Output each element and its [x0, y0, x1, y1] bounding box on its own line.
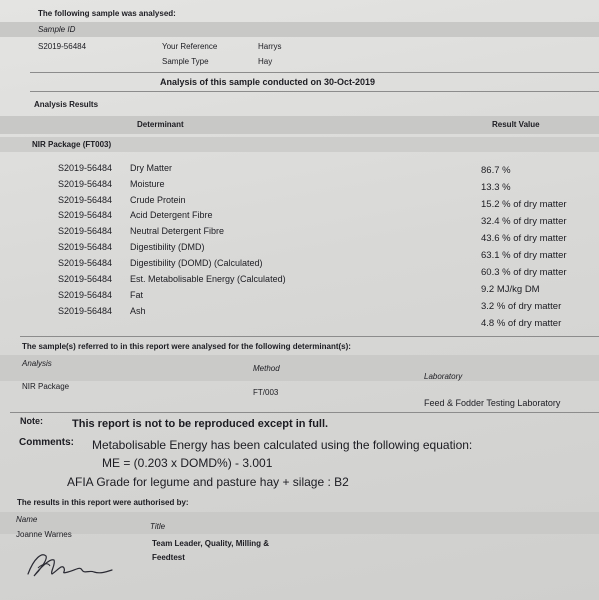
- row-result: 43.6 % of dry matter: [481, 233, 567, 244]
- authoriser-role-line-2: Feedtest: [152, 553, 185, 562]
- note-text: This report is not to be reproduced except in full.: [72, 418, 329, 430]
- row-sample-id: S2019-56484: [58, 242, 113, 252]
- row-sample-id: S2019-56484: [58, 274, 113, 284]
- title-column-header: Title: [150, 522, 166, 531]
- your-reference-label: Your Reference: [162, 42, 218, 51]
- row-result: 15.2 % of dry matter: [481, 199, 567, 210]
- divider: [20, 336, 599, 337]
- laboratory-value: Feed & Fodder Testing Laboratory: [424, 398, 561, 408]
- analysis-date-banner: Analysis of this sample conducted on 30-Oct-2019: [160, 77, 376, 87]
- name-column-header: Name: [16, 515, 38, 524]
- sample-analysed-heading: The following sample was analysed:: [38, 9, 176, 18]
- comments-label: Comments:: [19, 437, 75, 448]
- row-sample-id: S2019-56484: [58, 258, 113, 268]
- result-value-column-header: Result Value: [492, 120, 540, 129]
- row-result: 32.4 % of dry matter: [481, 216, 567, 227]
- laboratory-column-header: Laboratory: [424, 372, 463, 381]
- note-label: Note:: [20, 416, 43, 426]
- your-reference-value: Harrys: [258, 42, 282, 51]
- sample-id-value: S2019-56484: [38, 42, 87, 51]
- row-determinant: Ash: [130, 306, 146, 316]
- row-sample-id: S2019-56484: [58, 306, 113, 316]
- sample-type-value: Hay: [258, 57, 273, 66]
- sample-type-label: Sample Type: [162, 57, 209, 66]
- row-result: 9.2 MJ/kg DM: [481, 284, 540, 295]
- signature-image: [20, 548, 120, 584]
- comments-equation: ME = (0.203 x DOMD%) - 3.001: [102, 456, 273, 470]
- analysis-column-header: Analysis: [22, 359, 52, 368]
- row-sample-id: S2019-56484: [58, 179, 113, 189]
- row-determinant: Fat: [130, 290, 144, 300]
- row-determinant: Est. Metabolisable Energy (Calculated): [130, 274, 286, 284]
- sample-id-header-bar: [0, 22, 599, 37]
- analysis-value: NIR Package: [22, 382, 70, 391]
- divider: [10, 412, 599, 413]
- row-result: 13.3 %: [481, 182, 511, 193]
- method-column-header: Method: [253, 364, 280, 373]
- row-determinant: Digestibility (DOMD) (Calculated): [130, 258, 263, 268]
- determinant-column-header: Determinant: [137, 120, 184, 129]
- row-result: 63.1 % of dry matter: [481, 250, 567, 261]
- sample-id-label: Sample ID: [38, 25, 76, 34]
- row-determinant: Acid Detergent Fibre: [130, 210, 213, 220]
- row-determinant: Neutral Detergent Fibre: [130, 226, 225, 236]
- comments-afia-grade: AFIA Grade for legume and pasture hay + silage : B2: [67, 475, 349, 489]
- determinants-heading: The sample(s) referred to in this report were analysed for the following determinant(s):: [22, 342, 351, 351]
- row-result: 86.7 %: [481, 165, 511, 176]
- row-result: 60.3 % of dry matter: [481, 267, 567, 278]
- comments-line-1: Metabolisable Energy has been calculated using the following equation:: [92, 438, 473, 452]
- analysis-results-heading: Analysis Results: [34, 100, 99, 109]
- row-sample-id: S2019-56484: [58, 195, 113, 205]
- package-name: NIR Package (FT003): [32, 140, 112, 149]
- row-sample-id: S2019-56484: [58, 290, 113, 300]
- divider: [30, 91, 599, 92]
- method-value: FT/003: [253, 388, 279, 397]
- row-determinant: Moisture: [130, 179, 165, 189]
- row-determinant: Crude Protein: [130, 195, 186, 205]
- row-result: 3.2 % of dry matter: [481, 301, 562, 312]
- row-determinant: Dry Matter: [130, 163, 173, 173]
- row-result: 4.8 % of dry matter: [481, 318, 562, 329]
- row-sample-id: S2019-56484: [58, 210, 113, 220]
- divider: [30, 72, 599, 73]
- authoriser-name: Joanne Warnes: [16, 530, 72, 539]
- row-determinant: Digestibility (DMD): [130, 242, 205, 252]
- methods-header-bar: [0, 355, 599, 381]
- row-sample-id: S2019-56484: [58, 226, 113, 236]
- authorised-header-bar: [0, 512, 599, 534]
- authoriser-role-line-1: Team Leader, Quality, Milling &: [152, 539, 270, 548]
- authorised-heading: The results in this report were authorised by:: [17, 498, 189, 507]
- row-sample-id: S2019-56484: [58, 163, 113, 173]
